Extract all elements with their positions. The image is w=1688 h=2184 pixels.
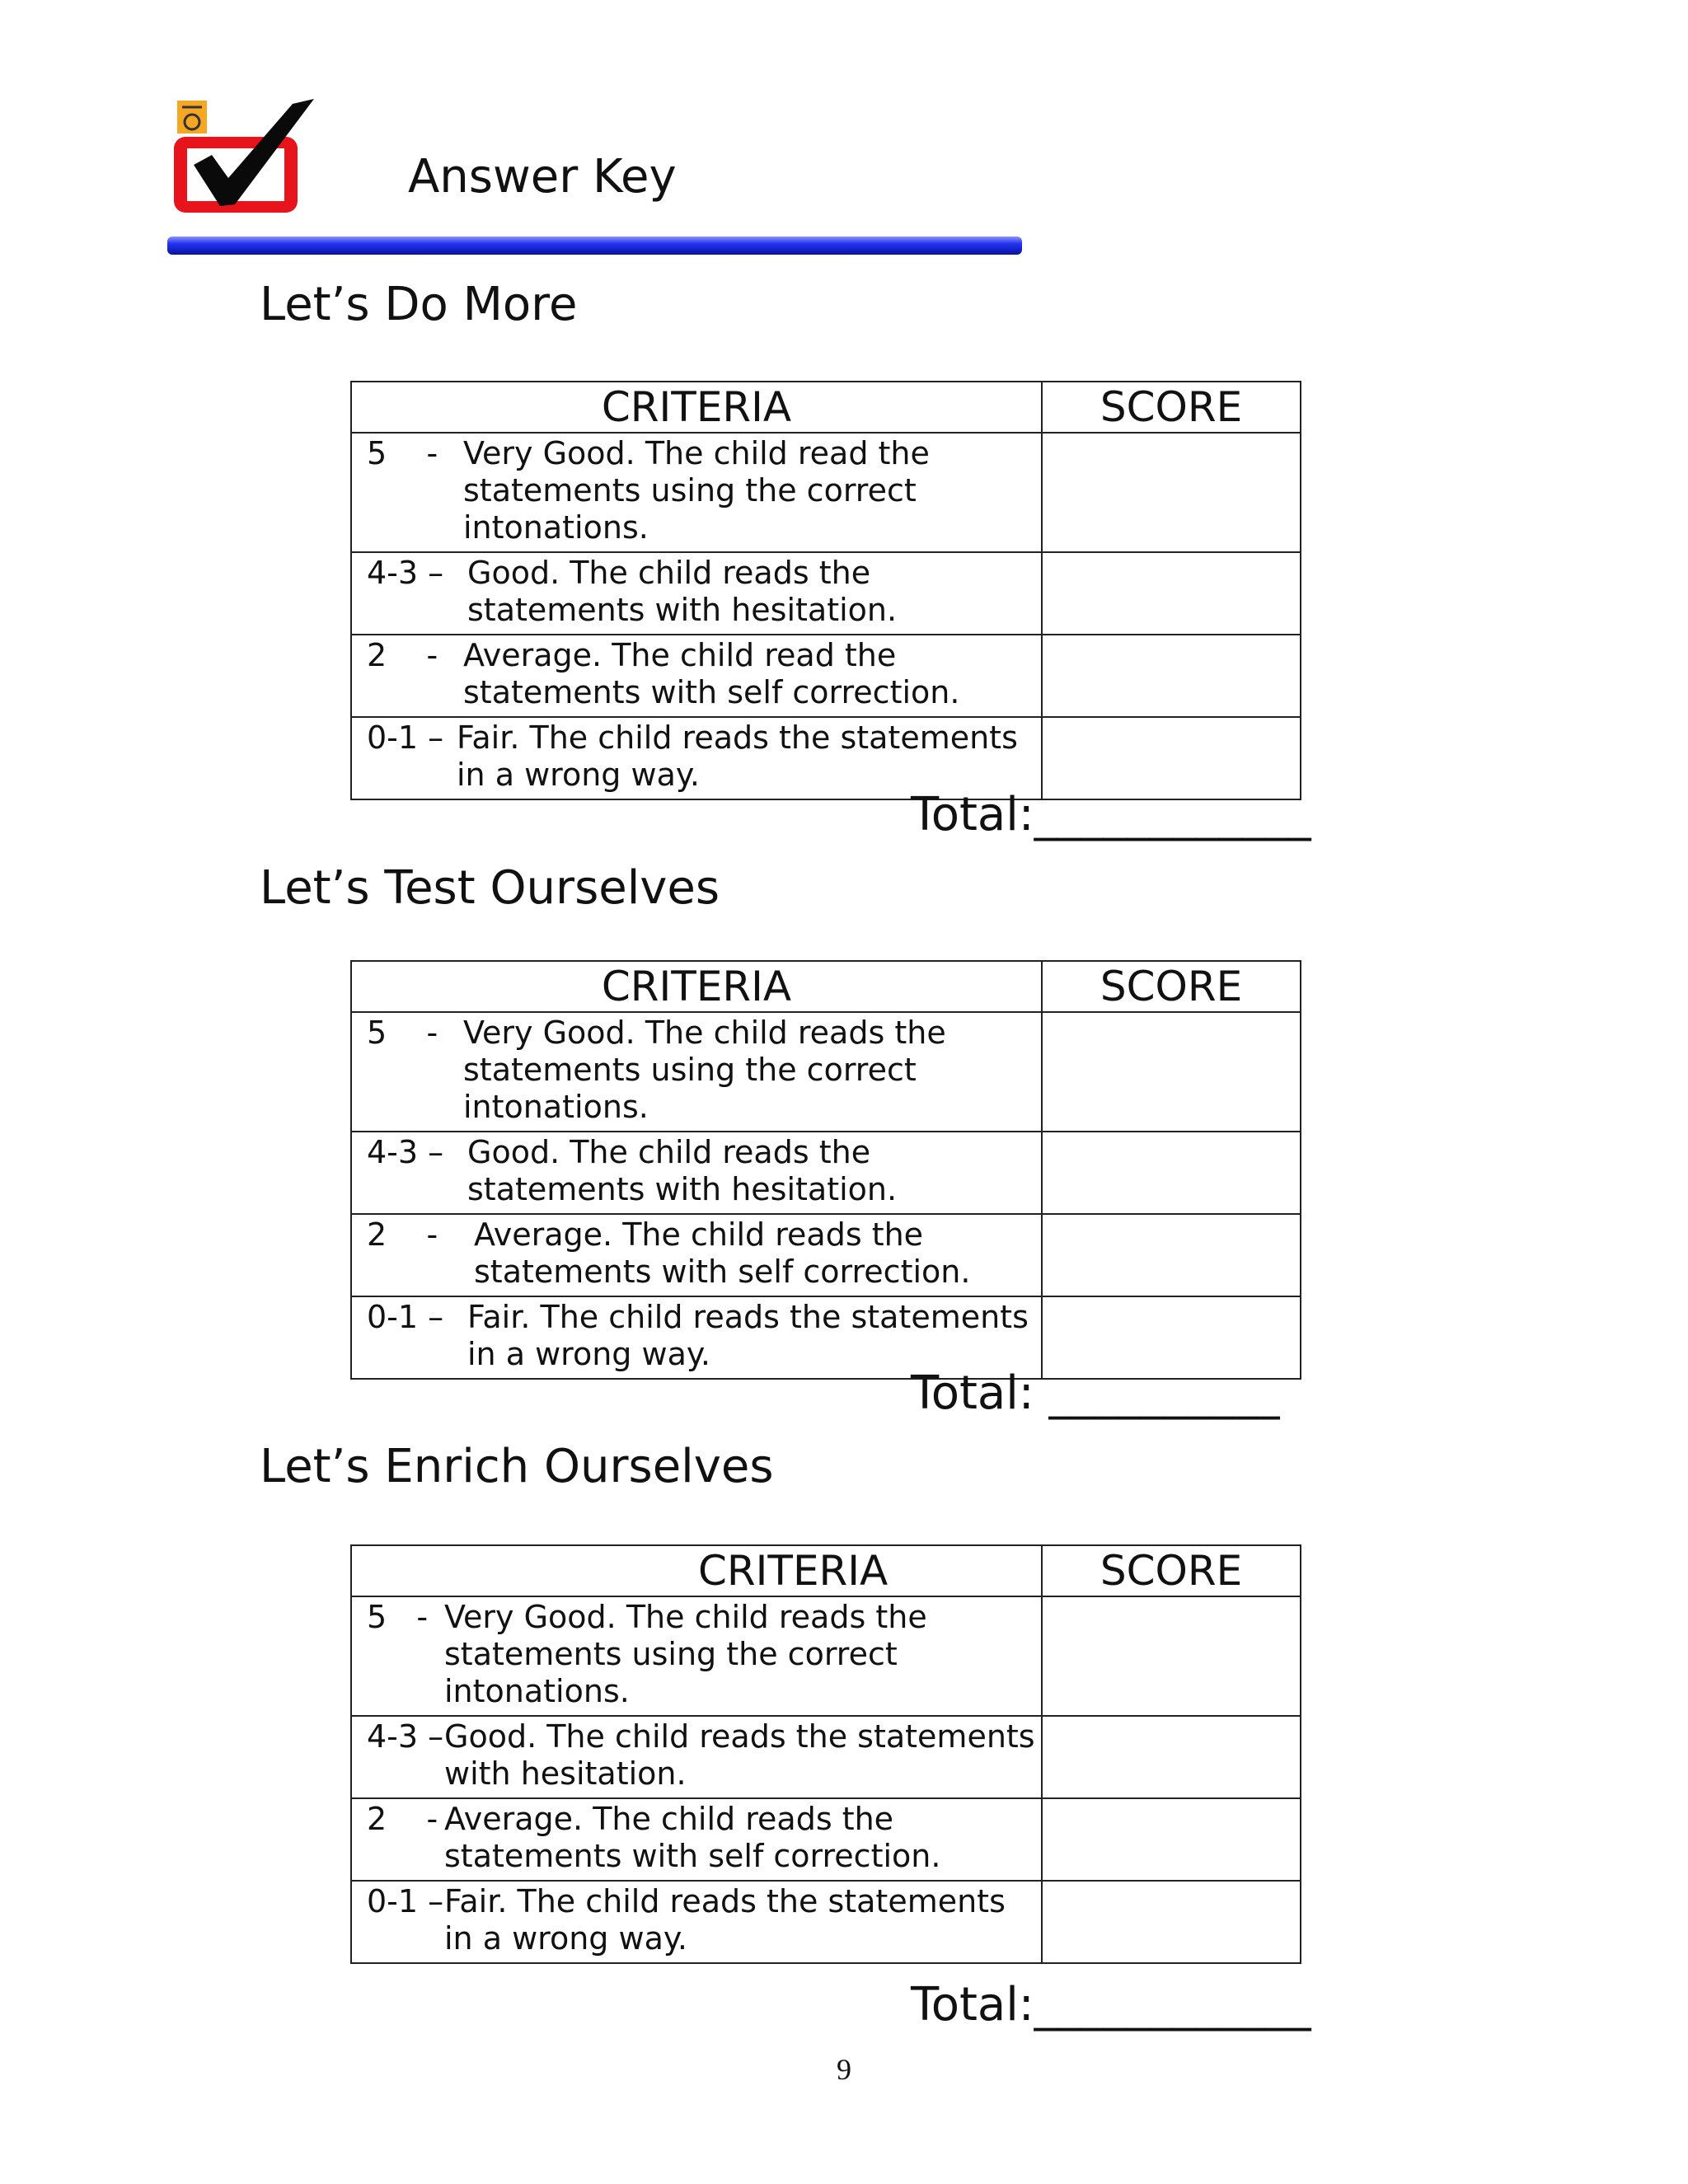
score-cell [1042, 552, 1301, 635]
score-range: 4-3 – [367, 555, 444, 591]
score-cell [1042, 1596, 1301, 1716]
criteria-description: Average. The child reads the statements with self correction. [474, 1216, 971, 1290]
total-line: Total:____________ [911, 1978, 1311, 2032]
rubric-row [351, 1214, 1301, 1296]
score-range: 4-3 – [367, 1718, 444, 1755]
criteria-cell [351, 433, 1042, 552]
checkbox-check-logo-icon [169, 97, 317, 221]
criteria-cell [351, 1132, 1042, 1214]
score-range: 5 - [367, 435, 438, 471]
score-range: 5 - [367, 1015, 438, 1051]
score-header: SCORE [1042, 382, 1301, 433]
score-range: 0-1 – [367, 1299, 444, 1335]
score-cell [1042, 1012, 1301, 1132]
score-cell [1042, 635, 1301, 717]
criteria-header: CRITERIA [351, 382, 1042, 433]
score-range: 2 - [367, 1801, 438, 1837]
criteria-cell [351, 635, 1042, 717]
criteria-description: Good. The child reads the statements with hesitation. [444, 1718, 1035, 1792]
rubric-header-row [351, 382, 1301, 433]
score-range: 0-1 – [367, 719, 444, 756]
criteria-cell [351, 1596, 1042, 1716]
criteria-cell [351, 552, 1042, 635]
criteria-description: Fair. The child reads the statements in a wrong way. [457, 719, 1018, 793]
criteria-cell [351, 1798, 1042, 1881]
rubric-header-row [351, 961, 1301, 1012]
blue-divider [167, 237, 1022, 255]
rubric-row [351, 433, 1301, 552]
total-line: Total:____________ [911, 788, 1311, 841]
criteria-cell [351, 1214, 1042, 1296]
score-cell [1042, 433, 1301, 552]
score-cell [1042, 1214, 1301, 1296]
score-range: 2 - [367, 637, 438, 673]
score-cell [1042, 1132, 1301, 1214]
criteria-description: Very Good. The child reads the statements using the correct intonations. [463, 1015, 946, 1125]
criteria-cell [351, 1716, 1042, 1798]
criteria-description: Good. The child reads the statements with hesitation. [467, 1134, 898, 1207]
criteria-description: Fair. The child reads the statements in a wrong way. [444, 1883, 1006, 1957]
criteria-description: Very Good. The child read the statements using the correct intonations. [463, 435, 930, 546]
score-range: 0-1 – [367, 1883, 444, 1919]
rubric-row [351, 1716, 1301, 1798]
criteria-description: Good. The child reads the statements with hesitation. [467, 555, 898, 628]
section-title-lets-test-ourselves: Let’s Test Ourselves [260, 861, 720, 915]
score-cell [1042, 1881, 1301, 1963]
score-header: SCORE [1042, 961, 1301, 1012]
criteria-cell [351, 1012, 1042, 1132]
score-cell [1042, 1798, 1301, 1881]
criteria-description: Average. The child reads the statements with self correction. [444, 1801, 941, 1874]
criteria-header: CRITERIA [351, 1545, 1042, 1596]
score-header: SCORE [1042, 1545, 1301, 1596]
criteria-description: Very Good. The child reads the statements using the correct intonations. [444, 1599, 927, 1709]
criteria-description: Fair. The child reads the statements in a wrong way. [467, 1299, 1029, 1372]
rubric-row [351, 1596, 1301, 1716]
criteria-description: Average. The child read the statements with self correction. [463, 637, 960, 710]
section-title-lets-enrich-ourselves: Let’s Enrich Ourselves [260, 1440, 774, 1493]
score-range: 5 - [367, 1599, 429, 1635]
rubric-row [351, 1132, 1301, 1214]
rubric-table-lets-enrich-ourselves [350, 1544, 1301, 1964]
score-cell [1042, 1716, 1301, 1798]
score-range: 2 - [367, 1216, 438, 1253]
rubric-header-row [351, 1545, 1301, 1596]
page-title: Answer Key [408, 150, 677, 204]
rubric-row [351, 1012, 1301, 1132]
criteria-header: CRITERIA [351, 961, 1042, 1012]
total-line: Total: __________ [911, 1366, 1280, 1420]
score-range: 4-3 – [367, 1134, 444, 1170]
rubric-row [351, 552, 1301, 635]
rubric-row [351, 635, 1301, 717]
rubric-row [351, 1798, 1301, 1881]
criteria-cell [351, 1881, 1042, 1963]
rubric-table-lets-test-ourselves [350, 960, 1301, 1380]
rubric-table-lets-do-more [350, 381, 1301, 800]
section-title-lets-do-more: Let’s Do More [260, 278, 578, 331]
rubric-row [351, 1881, 1301, 1963]
page-number: 9 [837, 2053, 851, 2086]
